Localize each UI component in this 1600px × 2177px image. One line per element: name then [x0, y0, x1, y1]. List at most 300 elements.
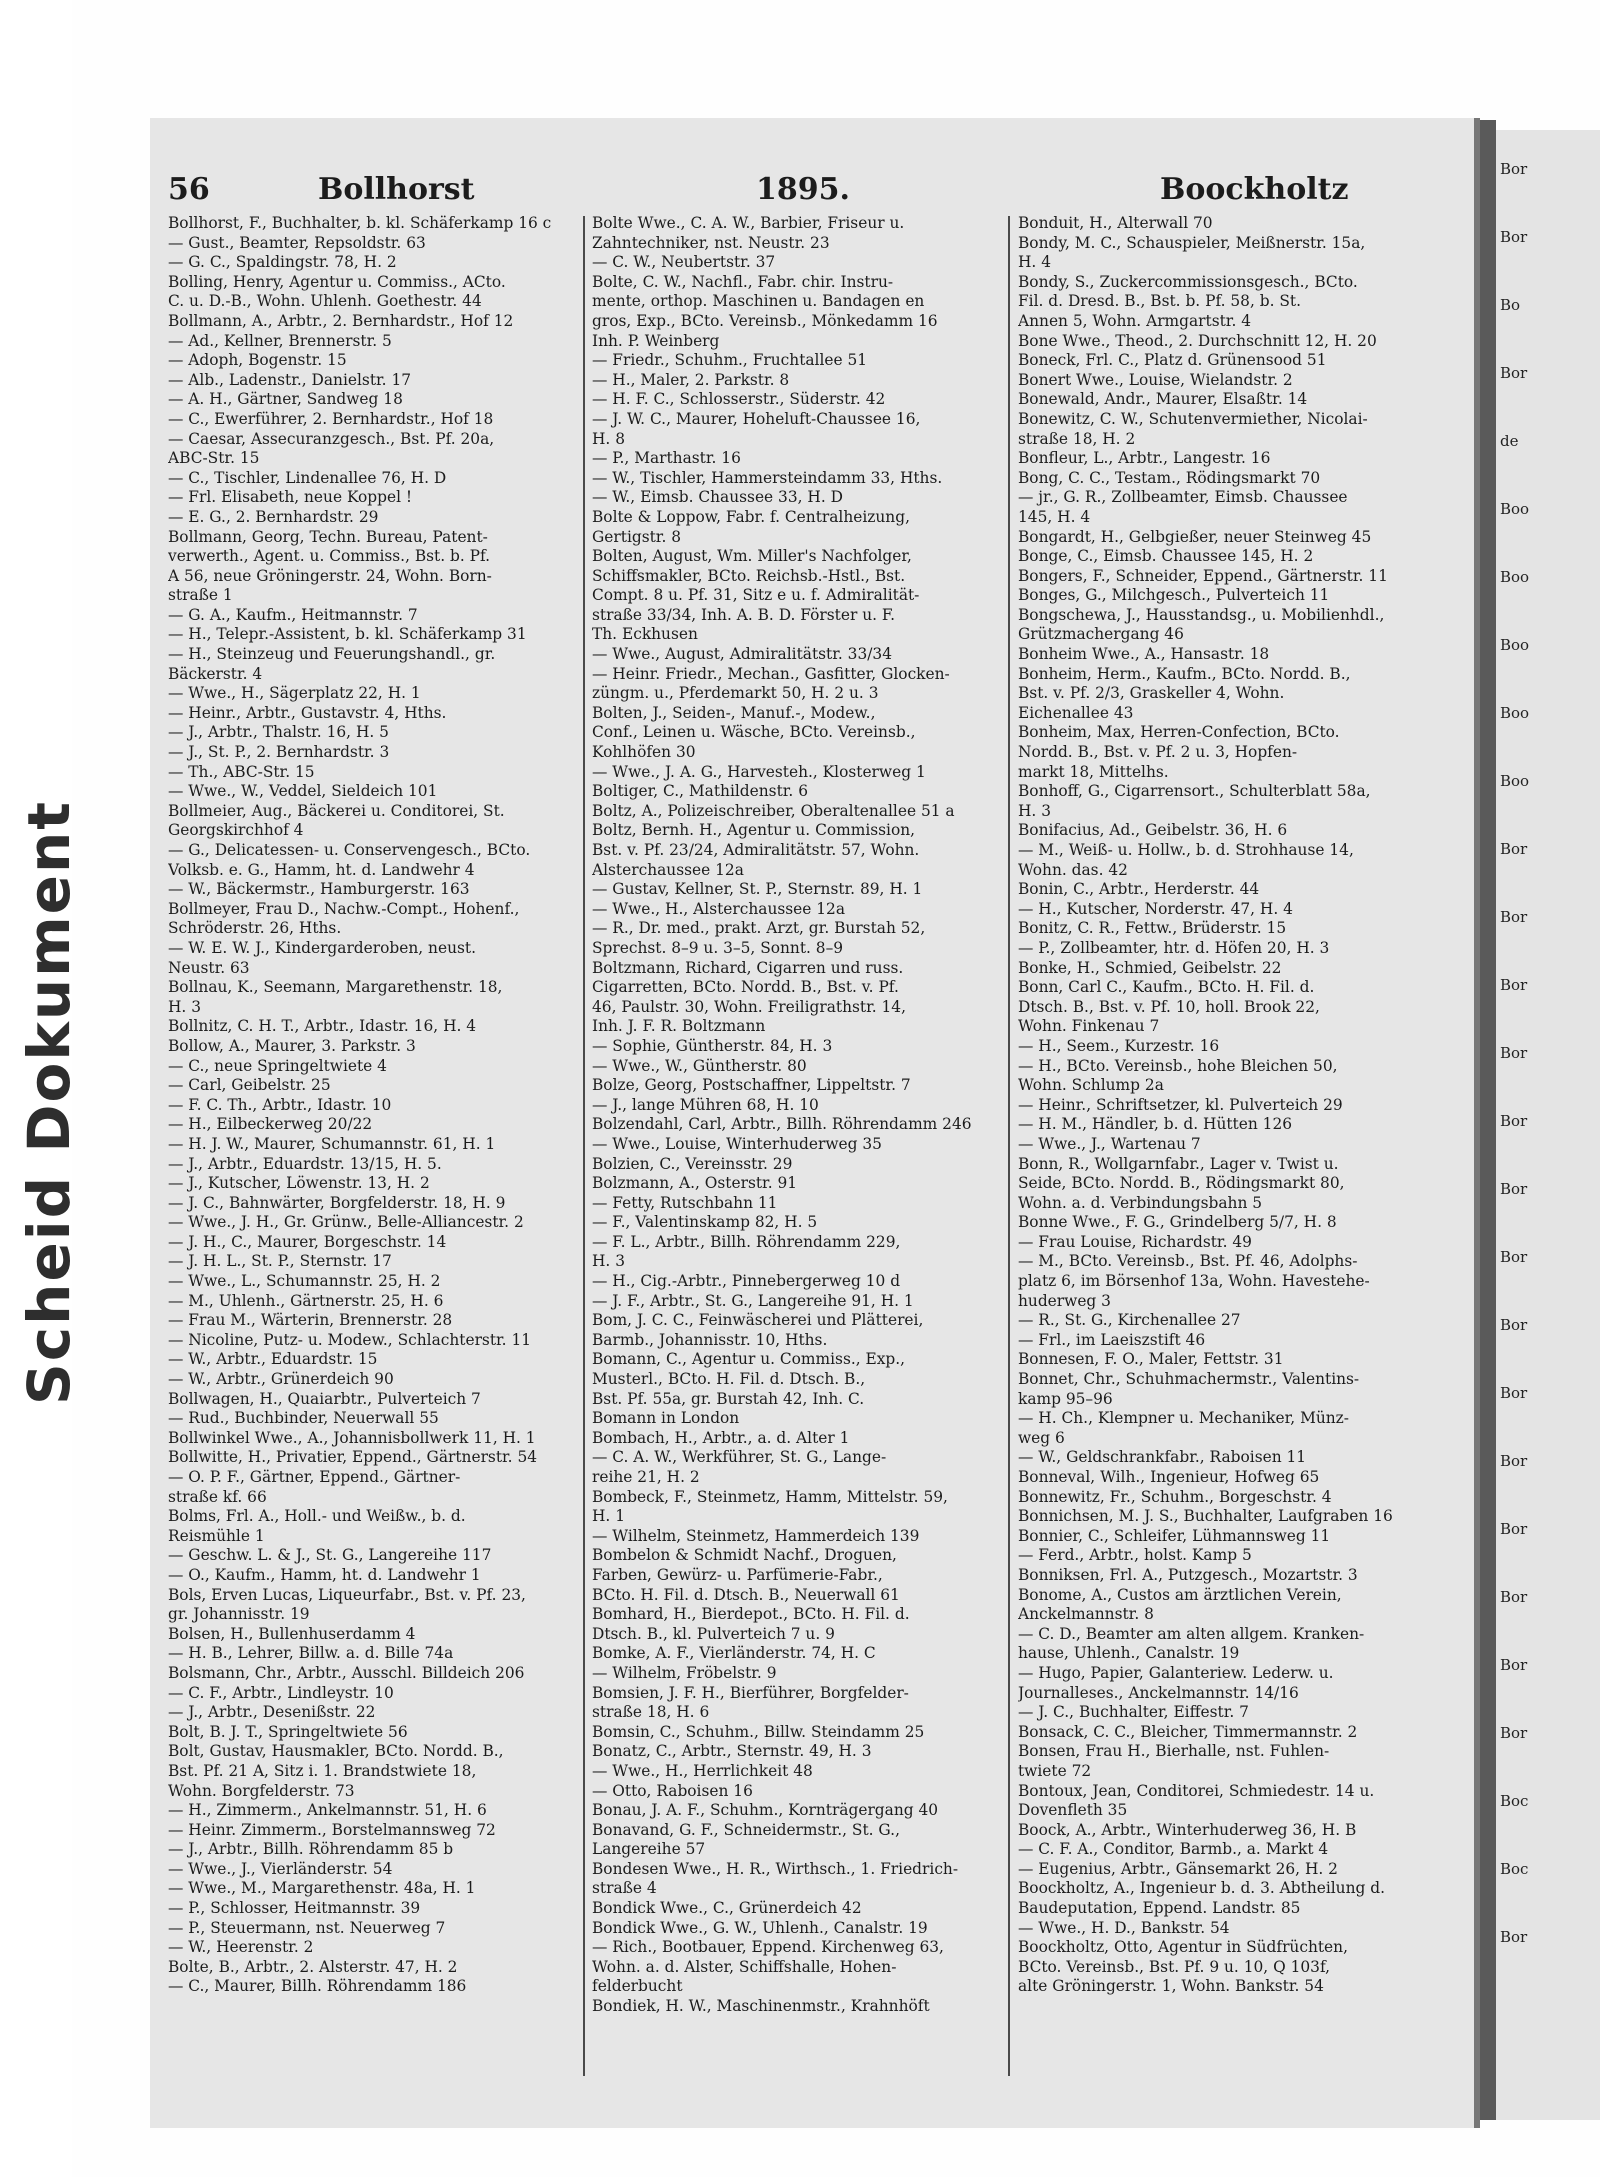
directory-entry-line: — Wwe., J., Vierländerstr. 54: [168, 1859, 393, 1878]
directory-entry-line: Bonewald, Andr., Maurer, Elsaßtr. 14: [1018, 390, 1308, 409]
directory-entry-line: Boockholtz, Otto, Agentur in Südfrüchten,: [1018, 1938, 1348, 1957]
directory-entry-line: — Wwe., H., Alsterchaussee 12a: [592, 899, 846, 918]
directory-entry-line: H. 3: [592, 1252, 625, 1271]
directory-entry-line: — Frau M., Wärterin, Brennerstr. 28: [168, 1311, 453, 1330]
directory-entry-line: platz 6, im Börsenhof 13a, Wohn. Havestehe-: [1018, 1272, 1370, 1291]
next-page-edge: [1496, 130, 1600, 2120]
directory-entry-line: Bong, C. C., Testam., Rödingsmarkt 70: [1018, 468, 1321, 487]
directory-entry-line: Bonke, H., Schmied, Geibelstr. 22: [1018, 958, 1282, 977]
directory-entry-line: — O., Kaufm., Hamm, ht. d. Landwehr 1: [168, 1565, 481, 1584]
next-page-fragment: Boo: [1500, 704, 1530, 722]
directory-entry-line: Wohn. Finkenau 7: [1018, 1017, 1160, 1036]
directory-entry-line: — Caesar, Assecuranzgesch., Bst. Pf. 20a,: [168, 429, 495, 448]
directory-entry-line: Georgskirchhof 4: [168, 821, 304, 840]
directory-entry-line: — W., Heerenstr. 2: [168, 1938, 314, 1957]
directory-entry-line: — Frl., im Laeiszstift 46: [1018, 1330, 1206, 1349]
directory-entry-line: — G., Delicatessen- u. Conservengesch., BCto.: [168, 841, 531, 859]
directory-entry-line: Bolms, Frl. A., Holl.- und Weißw., b. d.: [168, 1507, 466, 1526]
next-page-fragment: Boo: [1500, 500, 1530, 518]
directory-entry-line: Bonitz, C. R., Fettw., Brüderstr. 15: [1018, 919, 1287, 938]
directory-entry-line: — Wwe., H., Sägerplatz 22, H. 1: [168, 684, 421, 703]
directory-entry-line: Bomann in London: [592, 1409, 740, 1428]
directory-entry-line: — H., Kutscher, Norderstr. 47, H. 4: [1018, 899, 1293, 918]
directory-entry-line: Bolsmann, Chr., Arbtr., Ausschl. Billdeich 206: [168, 1663, 525, 1682]
directory-entry-line: H. 3: [1018, 801, 1051, 820]
next-page-fragment: Bor: [1500, 364, 1528, 382]
directory-entry-line: H. 8: [592, 429, 625, 448]
directory-entry-line: Bolten, August, Wm. Miller's Nachfolger,: [592, 547, 912, 566]
next-page-fragment: Bor: [1500, 160, 1528, 178]
directory-entry-line: Boltzmann, Richard, Cigarren und russ.: [592, 958, 904, 977]
directory-entry-line: — Wilhelm, Fröbelstr. 9: [592, 1663, 777, 1682]
directory-entry-line: — Gust., Beamter, Repsoldstr. 63: [168, 233, 426, 252]
directory-entry-line: — H., Maler, 2. Parkstr. 8: [592, 370, 790, 389]
directory-entry-line: — C. W., Neubertstr. 37: [592, 253, 776, 272]
directory-entry-line: — J. H., C., Maurer, Borgeschstr. 14: [168, 1232, 447, 1251]
directory-entry-line: Bondick Wwe., C., Grünerdeich 42: [592, 1899, 862, 1918]
directory-entry-line: Bonge, C., Eimsb. Chaussee 145, H. 2: [1018, 547, 1314, 566]
directory-entry-line: Bonert Wwe., Louise, Wielandstr. 2: [1018, 370, 1293, 389]
directory-entry-line: Bolte, B., Arbtr., 2. Alsterstr. 47, H. 2: [168, 1957, 458, 1976]
directory-entry-line: — C., neue Springeltwiete 4: [168, 1056, 387, 1075]
directory-entry-line: Bongschewa, J., Hausstandsg., u. Mobilienhdl.,: [1018, 605, 1385, 624]
directory-entry-line: Wohn. Schlump 2a: [1018, 1076, 1164, 1095]
directory-entry-line: — R., St. G., Kirchenallee 27: [1018, 1311, 1241, 1330]
directory-entry-line: Bonavand, G. F., Schneidermstr., St. G.,: [592, 1820, 900, 1839]
directory-entry-line: — H., BCto. Vereinsb., hohe Bleichen 50,: [1018, 1056, 1338, 1075]
directory-entry-line: — J., lange Mühren 68, H. 10: [592, 1095, 819, 1114]
directory-entry-line: weg 6: [1018, 1428, 1065, 1447]
next-page-fragment: Bor: [1500, 1248, 1528, 1266]
directory-entry-line: Bongardt, H., Gelbgießer, neuer Steinweg 45: [1018, 527, 1372, 546]
directory-entry-line: — Ad., Kellner, Brennerstr. 5: [168, 331, 392, 350]
directory-entry-line: Bontoux, Jean, Conditorei, Schmiedestr. 14 u.: [1018, 1781, 1375, 1800]
directory-entry-line: Bols, Erven Lucas, Liqueurfabr., Bst. v. Pf. 23,: [168, 1585, 526, 1604]
directory-entry-line: Bollhorst, F., Buchhalter, b. kl. Schäferkamp 16 c: [168, 214, 552, 232]
directory-entry-line: — Eugenius, Arbtr., Gänsemarkt 26, H. 2: [1018, 1859, 1338, 1878]
directory-entry-line: C. u. D.-B., Wohn. Uhlenh. Goethestr. 44: [168, 292, 482, 311]
directory-entry-line: — C. F. A., Conditor, Barmb., a. Markt 4: [1018, 1840, 1329, 1859]
next-page-fragment: Boc: [1500, 1860, 1529, 1878]
next-page-fragment: Bor: [1500, 1928, 1528, 1946]
directory-entry-line: Bonniksen, Frl. A., Putzgesch., Mozartstr. 3: [1018, 1565, 1358, 1584]
directory-entry-line: straße 33/34, Inh. A. B. D. Förster u. F.: [592, 605, 896, 624]
directory-entry-line: straße 18, H. 6: [592, 1703, 710, 1722]
directory-entry-line: Bonneval, Wilh., Ingenieur, Hofweg 65: [1018, 1468, 1320, 1486]
running-head-left: Bollhorst: [318, 172, 475, 207]
directory-entry-line: — Sophie, Güntherstr. 84, H. 3: [592, 1036, 833, 1055]
directory-entry-line: Zahntechniker, nst. Neustr. 23: [592, 233, 830, 252]
directory-entry-line: — M., Uhlenh., Gärtnerstr. 25, H. 6: [168, 1291, 444, 1310]
directory-entry-line: Boltz, A., Polizeischreiber, Oberaltenallee 51 a: [592, 801, 955, 820]
directory-entry-line: Volksb. e. G., Hamm, ht. d. Landwehr 4: [168, 860, 475, 879]
directory-entry-line: Bonsen, Frau H., Bierhalle, nst. Fuhlen-: [1018, 1742, 1330, 1761]
directory-entry-line: Bone Wwe., Theod., 2. Durchschnitt 12, H. 20: [1018, 331, 1377, 350]
directory-entry-line: Inh. P. Weinberg: [592, 331, 720, 350]
directory-entry-line: — H. M., Händler, b. d. Hütten 126: [1018, 1115, 1293, 1134]
directory-entry-line: — H. B., Lehrer, Billw. a. d. Bille 74a: [168, 1644, 454, 1663]
directory-entry-line: — Wwe., J. H., Gr. Grünw., Belle-Alliancestr. 2: [168, 1213, 524, 1232]
directory-entry-line: Annen 5, Wohn. Armgartstr. 4: [1018, 311, 1252, 330]
directory-entry-line: Seide, BCto. Nordd. B., Rödingsmarkt 80,: [1018, 1174, 1345, 1193]
directory-entry-line: Bonduit, H., Alterwall 70: [1018, 214, 1213, 232]
directory-entry-line: Bolte Wwe., C. A. W., Barbier, Friseur u.: [592, 214, 905, 232]
directory-entry-line: Bonheim, Max, Herren-Confection, BCto.: [1018, 723, 1340, 742]
directory-entry-line: — W., Geldschrankfabr., Raboisen 11: [1018, 1448, 1307, 1467]
directory-entry-line: — J. C., Buchhalter, Eiffestr. 7: [1018, 1703, 1249, 1722]
directory-entry-line: H. 3: [168, 997, 201, 1016]
directory-entry-line: — H., Zimmerm., Ankelmannstr. 51, H. 6: [168, 1801, 487, 1820]
directory-entry-line: Bondy, M. C., Schauspieler, Meißnerstr. 15a,: [1018, 233, 1366, 252]
directory-entry-line: — Wwe., M., Margarethenstr. 48a, H. 1: [168, 1879, 476, 1898]
directory-entry-line: Bomke, A. F., Vierländerstr. 74, H. C: [592, 1644, 876, 1663]
next-page-fragment: Boo: [1500, 772, 1530, 790]
next-page-fragment: Bor: [1500, 976, 1528, 994]
directory-entry-line: Conf., Leinen u. Wäsche, BCto. Vereinsb.,: [592, 723, 916, 742]
next-page-fragment: Bor: [1500, 840, 1528, 858]
directory-entry-line: — Heinr., Arbtr., Gustavstr. 4, Hths.: [168, 703, 447, 722]
directory-entry-line: — Th., ABC-Str. 15: [168, 762, 315, 781]
directory-entry-line: kamp 95–96: [1018, 1389, 1113, 1408]
directory-entry-line: Bollnitz, C. H. T., Arbtr., Idastr. 16, H. 4: [168, 1017, 477, 1036]
directory-entry-line: Bonin, C., Arbtr., Herderstr. 44: [1018, 880, 1260, 899]
next-page-fragment: Bor: [1500, 1520, 1528, 1538]
directory-entry-line: Bolsen, H., Bullenhuserdamm 4: [168, 1624, 416, 1643]
directory-entry-line: Bomsin, C., Schuhm., Billw. Steindamm 25: [592, 1722, 925, 1741]
directory-entry-line: — Wwe., J., Wartenau 7: [1018, 1134, 1201, 1153]
book-gutter: [1480, 120, 1496, 2120]
directory-entry-line: — A. H., Gärtner, Sandweg 18: [168, 390, 403, 409]
directory-entry-line: — F. L., Arbtr., Billh. Röhrendamm 229,: [592, 1232, 901, 1251]
directory-entry-line: Bonifacius, Ad., Geibelstr. 36, H. 6: [1018, 821, 1288, 840]
vertical-watermark: Scheid Dokument: [15, 799, 83, 1405]
directory-entry-line: Fil. d. Dresd. B., Bst. b. Pf. 58, b. St.: [1018, 292, 1301, 311]
directory-entry-line: — W. E. W. J., Kindergarderoben, neust.: [168, 938, 476, 957]
directory-entry-line: huderweg 3: [1018, 1291, 1111, 1310]
directory-entry-line: Nordd. B., Bst. v. Pf. 2 u. 3, Hopfen-: [1018, 743, 1298, 762]
directory-entry-line: Bollnau, K., Seemann, Margarethenstr. 18,: [168, 978, 503, 997]
directory-entry-line: verwerth., Agent. u. Commiss., Bst. b. Pf.: [168, 547, 491, 566]
directory-entry-line: Bollmann, Georg, Techn. Bureau, Patent-: [168, 527, 488, 546]
next-page-fragment: Bor: [1500, 1452, 1528, 1470]
directory-entry-line: Kohlhöfen 30: [592, 743, 696, 762]
directory-entry-line: — J., St. P., 2. Bernhardstr. 3: [168, 743, 390, 762]
directory-entry-line: — Heinr. Zimmerm., Borstelmannsweg 72: [168, 1820, 496, 1839]
directory-entry-line: — C., Maurer, Billh. Röhrendamm 186: [168, 1977, 467, 1996]
directory-entry-line: — Nicoline, Putz- u. Modew., Schlachterstr. 11: [168, 1330, 532, 1349]
directory-entry-line: — Wwe., L., Schumannstr. 25, H. 2: [168, 1272, 441, 1291]
directory-entry-line: — H., Telepr.-Assistent, b. kl. Schäferkamp 31: [168, 625, 527, 644]
directory-entry-line: — Hugo, Papier, Galanteriew. Lederw. u.: [1018, 1663, 1334, 1682]
directory-entry-line: Bondy, S., Zuckercommissionsgesch., BCto.: [1018, 272, 1358, 291]
directory-entry-line: — Wwe., H. D., Bankstr. 54: [1018, 1918, 1230, 1937]
directory-entry-line: — J., Arbtr., Billh. Röhrendamm 85 b: [168, 1840, 454, 1859]
directory-entry-line: — F. C. Th., Arbtr., Idastr. 10: [168, 1095, 392, 1114]
directory-entry-line: — Wilhelm, Steinmetz, Hammerdeich 139: [592, 1526, 920, 1545]
directory-entry-line: Bolt, Gustav, Hausmakler, BCto. Nordd. B.,: [168, 1742, 504, 1761]
directory-entry-line: — J. W. C., Maurer, Hoheluft-Chaussee 16,: [592, 409, 921, 428]
directory-entry-line: Bongers, F., Schneider, Eppend., Gärtnerstr. 11: [1018, 566, 1388, 585]
directory-entry-line: — Adoph, Bogenstr. 15: [168, 351, 347, 370]
directory-entry-line: — P., Zollbeamter, htr. d. Höfen 20, H. 3: [1018, 938, 1330, 957]
directory-entry-line: — Alb., Ladenstr., Danielstr. 17: [168, 370, 412, 389]
directory-entry-line: twiete 72: [1018, 1761, 1092, 1780]
directory-entry-line: — G. C., Spaldingstr. 78, H. 2: [168, 253, 397, 272]
page-number: 56: [168, 172, 210, 207]
directory-entry-line: — H., Seem., Kurzestr. 16: [1018, 1036, 1220, 1055]
directory-entry-line: Bst. Pf. 21 A, Sitz i. 1. Brandstwiete 18,: [168, 1761, 477, 1780]
directory-entry-line: — C., Ewerführer, 2. Bernhardstr., Hof 18: [168, 409, 494, 428]
directory-entry-line: Bst. Pf. 55a, gr. Burstah 42, Inh. C.: [592, 1389, 865, 1408]
directory-entry-line: — H. Ch., Klempner u. Mechaniker, Münz-: [1018, 1409, 1349, 1428]
directory-entry-line: — H., Eilbeckerweg 20/22: [168, 1115, 373, 1134]
directory-entry-line: — J., Kutscher, Löwenstr. 13, H. 2: [168, 1174, 430, 1193]
directory-entry-line: Bomsien, J. F. H., Bierführer, Borgfelder-: [592, 1683, 909, 1702]
directory-entry-line: — Wwe., H., Herrlichkeit 48: [592, 1761, 813, 1780]
directory-entry-line: H. 1: [592, 1507, 625, 1526]
directory-entry-line: markt 18, Mittelhs.: [1018, 762, 1169, 781]
directory-entry-line: — Wwe., Louise, Winterhuderweg 35: [592, 1134, 882, 1153]
directory-entry-line: Bonfleur, L., Arbtr., Langestr. 16: [1018, 449, 1271, 468]
directory-entry-line: — Heinr., Schriftsetzer, kl. Pulverteich 29: [1018, 1095, 1343, 1114]
next-page-fragment: Bor: [1500, 1044, 1528, 1062]
next-page-fragment: Bor: [1500, 1180, 1528, 1198]
directory-entry-line: Bonnewitz, Fr., Schuhm., Borgeschstr. 4: [1018, 1487, 1332, 1506]
next-page-fragment: Boo: [1500, 636, 1530, 654]
next-page-fragment: Bo: [1500, 296, 1521, 314]
directory-entry-line: — Carl, Geibelstr. 25: [168, 1076, 331, 1095]
directory-entry-line: — P., Marthastr. 16: [592, 449, 741, 468]
directory-entry-line: — J., Arbtr., Thalstr. 16, H. 5: [168, 723, 389, 742]
directory-entry-line: Bonau, J. A. F., Schuhm., Kornträgergang 40: [592, 1801, 939, 1820]
directory-entry-line: — Wwe., J. A. G., Harvesteh., Klosterweg 1: [592, 762, 926, 781]
directory-entry-line: — H. J. W., Maurer, Schumannstr. 61, H. 1: [168, 1134, 496, 1153]
directory-entry-line: gr. Johannisstr. 19: [168, 1605, 310, 1624]
directory-entry-line: — C. F., Arbtr., Lindleystr. 10: [168, 1683, 394, 1702]
directory-entry-line: — Otto, Raboisen 16: [592, 1781, 753, 1800]
directory-entry-line: — F., Valentinskamp 82, H. 5: [592, 1213, 818, 1232]
directory-entry-line: Bombach, H., Arbtr., a. d. Alter 1: [592, 1428, 850, 1447]
directory-entry-line: Bolt, B. J. T., Springeltwiete 56: [168, 1722, 408, 1741]
directory-entry-line: Cigarretten, BCto. Nordd. B., Bst. v. Pf.: [592, 978, 899, 997]
directory-column-3: [1018, 214, 1466, 2104]
directory-entry-line: — Fetty, Rutschbahn 11: [592, 1193, 778, 1212]
directory-entry-line: Bollmann, A., Arbtr., 2. Bernhardstr., Hof 12: [168, 311, 514, 330]
directory-entry-line: alte Gröningerstr. 1, Wohn. Bankstr. 54: [1018, 1977, 1324, 1996]
directory-entry-line: — C. A. W., Werkführer, St. G., Lange-: [592, 1448, 887, 1467]
directory-entry-line: Bolte, C. W., Nachfl., Fabr. chir. Instru-: [592, 272, 894, 291]
directory-entry-line: — J., Arbtr., Eduardstr. 13/15, H. 5.: [168, 1154, 442, 1173]
directory-entry-line: Dovenfleth 35: [1018, 1801, 1128, 1820]
directory-entry-line: Bolze, Georg, Postschaffner, Lippeltstr. 7: [592, 1076, 911, 1095]
directory-entry-line: felderbucht: [592, 1977, 683, 1996]
directory-entry-line: Bonnet, Chr., Schuhmachermstr., Valentins-: [1018, 1370, 1360, 1389]
directory-entry-line: — Wwe., August, Admiralitätstr. 33/34: [592, 645, 893, 664]
directory-entry-line: — H., Cig.-Arbtr., Pinnebergerweg 10 d: [592, 1272, 901, 1291]
directory-entry-line: straße 1: [168, 586, 233, 605]
directory-entry-line: Boltiger, C., Mathildenstr. 6: [592, 782, 808, 801]
directory-entry-line: — P., Schlosser, Heitmannstr. 39: [168, 1899, 421, 1918]
directory-entry-line: — E. G., 2. Bernhardstr. 29: [168, 507, 379, 526]
directory-entry-line: BCto. H. Fil. d. Dtsch. B., Neuerwall 61: [592, 1585, 900, 1604]
next-page-fragment: Bor: [1500, 1316, 1528, 1334]
directory-entry-line: züngm. u., Pferdemarkt 50, H. 2 u. 3: [592, 684, 879, 703]
directory-entry-line: gros, Exp., BCto. Vereinsb., Mönkedamm 16: [592, 311, 938, 330]
directory-entry-line: Wohn. das. 42: [1018, 860, 1128, 879]
next-page-fragment: Bor: [1500, 908, 1528, 926]
directory-entry-line: Bonnier, C., Schleifer, Lühmannsweg 11: [1018, 1526, 1331, 1545]
directory-entry-line: reihe 21, H. 2: [592, 1468, 700, 1486]
directory-entry-line: Gertigstr. 8: [592, 527, 682, 546]
directory-entry-line: — C., Tischler, Lindenallee 76, H. D: [168, 468, 447, 487]
directory-entry-line: Bst. v. Pf. 2/3, Graskeller 4, Wohn.: [1018, 684, 1285, 703]
column-divider: [1008, 216, 1010, 2076]
directory-entry-line: Bonatz, C., Arbtr., Sternstr. 49, H. 3: [592, 1742, 872, 1761]
next-page-fragment: Boo: [1500, 568, 1530, 586]
directory-entry-line: ABC-Str. 15: [168, 449, 260, 468]
directory-entry-line: Bollmeyer, Frau D., Nachw.-Compt., Hohenf.,: [168, 899, 520, 918]
directory-entry-line: Barmb., Johannisstr. 10, Hths.: [592, 1330, 828, 1349]
directory-entry-line: — jr., G. R., Zollbeamter, Eimsb. Chaussee: [1018, 488, 1348, 507]
directory-entry-line: Wohn. a. d. Alster, Schiffshalle, Hohen-: [592, 1957, 897, 1976]
running-head-right: Boockholtz: [1160, 172, 1349, 207]
directory-entry-line: — W., Bäckermstr., Hamburgerstr. 163: [168, 880, 470, 899]
next-page-fragment: Bor: [1500, 1724, 1528, 1742]
directory-entry-line: Bombeck, F., Steinmetz, Hamm, Mittelstr. 59,: [592, 1487, 948, 1506]
directory-entry-line: Bonn, Carl C., Kaufm., BCto. H. Fil. d.: [1018, 978, 1315, 997]
directory-entry-line: mente, orthop. Maschinen u. Bandagen en: [592, 292, 925, 311]
directory-entry-line: Bolzien, C., Vereinsstr. 29: [592, 1154, 793, 1173]
directory-entry-line: Bonsack, C. C., Bleicher, Timmermannstr. 2: [1018, 1722, 1358, 1741]
directory-entry-line: Boneck, Frl. C., Platz d. Grünensood 51: [1018, 351, 1327, 370]
directory-entry-line: Neustr. 63: [168, 958, 250, 977]
directory-entry-line: Th. Eckhusen: [592, 625, 698, 644]
directory-entry-line: — G. A., Kaufm., Heitmannstr. 7: [168, 605, 418, 624]
directory-entry-line: Dtsch. B., Bst. v. Pf. 10, holl. Brook 22,: [1018, 997, 1320, 1016]
directory-entry-line: Bonhoff, G., Cigarrensort., Schulterblatt 58a,: [1018, 782, 1371, 801]
directory-entry-line: Bom, J. C. C., Feinwäscherei und Plätterei,: [592, 1311, 924, 1330]
directory-entry-line: Inh. J. F. R. Boltzmann: [592, 1017, 766, 1036]
directory-entry-line: Bonheim, Herm., Kaufm., BCto. Nordd. B.,: [1018, 664, 1351, 683]
next-page-fragment: Bor: [1500, 1656, 1528, 1674]
directory-entry-line: Bolzendahl, Carl, Arbtr., Billh. Röhrendamm 246: [592, 1115, 972, 1134]
directory-entry-line: Dtsch. B., kl. Pulverteich 7 u. 9: [592, 1624, 835, 1643]
directory-entry-line: Bollwinkel Wwe., A., Johannisbollwerk 11, H. 1: [168, 1428, 536, 1447]
directory-entry-line: Bonne Wwe., F. G., Grindelberg 5/7, H. 8: [1018, 1213, 1337, 1232]
directory-entry-line: straße kf. 66: [168, 1487, 267, 1506]
directory-entry-line: Bäckerstr. 4: [168, 664, 263, 683]
directory-entry-line: — W., Arbtr., Eduardstr. 15: [168, 1350, 378, 1369]
next-page-fragment: Bor: [1500, 1112, 1528, 1130]
directory-entry-line: — R., Dr. med., prakt. Arzt, gr. Burstah 52,: [592, 919, 926, 938]
directory-entry-line: Bollmeier, Aug., Bäckerei u. Conditorei, St.: [168, 801, 505, 820]
directory-entry-line: — Ferd., Arbtr., holst. Kamp 5: [1018, 1546, 1252, 1565]
directory-entry-line: — J. C., Bahnwärter, Borgfelderstr. 18, H. 9: [168, 1193, 506, 1212]
directory-entry-line: 46, Paulstr. 30, Wohn. Freiligrathstr. 14,: [592, 997, 906, 1016]
directory-entry-line: Bondick Wwe., G. W., Uhlenh., Canalstr. 19: [592, 1918, 928, 1937]
directory-entry-line: Bonges, G., Milchgesch., Pulverteich 11: [1018, 586, 1330, 605]
next-page-fragment: de: [1500, 432, 1519, 450]
directory-entry-line: Alsterchaussee 12a: [592, 860, 744, 879]
directory-entry-line: — Friedr., Schuhm., Fruchtallee 51: [592, 351, 868, 370]
directory-entry-line: A 56, neue Gröningerstr. 24, Wohn. Born-: [168, 566, 492, 585]
directory-entry-line: Bonome, A., Custos am ärztlichen Verein,: [1018, 1585, 1342, 1604]
directory-column-1: [168, 214, 578, 2104]
directory-entry-line: — Gustav, Kellner, St. P., Sternstr. 89, H. 1: [592, 880, 923, 899]
directory-entry-line: Bolling, Henry, Agentur u. Commiss., ACto.: [168, 272, 506, 291]
directory-entry-line: — Wwe., W., Güntherstr. 80: [592, 1056, 807, 1075]
directory-entry-line: Boltz, Bernh. H., Agentur u. Commission,: [592, 821, 916, 840]
directory-entry-line: Boock, A., Arbtr., Winterhuderweg 36, H. B: [1018, 1820, 1357, 1839]
next-page-fragment: Bor: [1500, 1588, 1528, 1606]
directory-entry-line: Musterl., BCto. H. Fil. d. Dtsch. B.,: [592, 1370, 866, 1389]
directory-entry-line: Bolzmann, A., Osterstr. 91: [592, 1174, 798, 1193]
directory-entry-line: — J., Arbtr., Desenißstr. 22: [168, 1703, 376, 1722]
directory-entry-line: Bollwagen, H., Quaiarbtr., Pulverteich 7: [168, 1389, 481, 1408]
directory-entry-line: — H., Steinzeug und Feuerungshandl., gr.: [168, 645, 496, 664]
directory-entry-line: Bonewitz, C. W., Schutenvermiether, Nicolai-: [1018, 409, 1368, 428]
directory-entry-line: H. 4: [1018, 253, 1051, 272]
directory-entry-line: Bombelon & Schmidt Nachf., Droguen,: [592, 1546, 897, 1565]
directory-entry-line: Journalleses., Anckelmannstr. 14/16: [1018, 1683, 1299, 1702]
directory-entry-line: Reismühle 1: [168, 1526, 265, 1545]
directory-entry-line: Bollow, A., Maurer, 3. Parkstr. 3: [168, 1036, 416, 1055]
directory-entry-line: Bonheim Wwe., A., Hansastr. 18: [1018, 645, 1270, 664]
directory-entry-line: Bondiek, H. W., Maschinenmstr., Krahnhöft: [592, 1997, 930, 2016]
directory-entry-line: Baudeputation, Eppend. Landstr. 85: [1018, 1899, 1301, 1918]
next-page-fragment: Boc: [1500, 1792, 1529, 1810]
next-page-fragment: Bor: [1500, 1384, 1528, 1402]
directory-entry-line: Bonnesen, F. O., Maler, Fettstr. 31: [1018, 1350, 1284, 1369]
directory-entry-line: — M., BCto. Vereinsb., Bst. Pf. 46, Adolphs-: [1018, 1252, 1358, 1271]
directory-entry-line: Grützmachergang 46: [1018, 625, 1184, 644]
directory-entry-line: Bonnichsen, M. J. S., Buchhalter, Laufgraben 16: [1018, 1507, 1393, 1526]
directory-entry-line: straße 18, H. 2: [1018, 429, 1136, 448]
column-divider: [583, 216, 585, 2076]
directory-entry-line: Bonn, R., Wollgarnfabr., Lager v. Twist u.: [1018, 1154, 1339, 1173]
directory-entry-line: — J. F., Arbtr., St. G., Langereihe 91, H. 1: [592, 1291, 914, 1310]
directory-column-2: [592, 214, 1002, 2104]
directory-entry-line: BCto. Vereinsb., Bst. Pf. 9 u. 10, Q 103f,: [1018, 1957, 1331, 1976]
directory-entry-line: — H. F. C., Schlosserstr., Süderstr. 42: [592, 390, 886, 409]
directory-entry-line: — P., Steuermann, nst. Neuerweg 7: [168, 1918, 446, 1937]
directory-entry-line: Farben, Gewürz- u. Parfümerie-Fabr.,: [592, 1565, 883, 1584]
directory-entry-line: — Wwe., W., Veddel, Sieldeich 101: [168, 782, 438, 801]
directory-entry-line: Bondesen Wwe., H. R., Wirthsch., 1. Friedrich-: [592, 1859, 959, 1878]
directory-entry-line: Bolte & Loppow, Fabr. f. Centralheizung,: [592, 507, 910, 526]
directory-entry-line: Bomann, C., Agentur u. Commiss., Exp.,: [592, 1350, 906, 1369]
directory-entry-line: Bomhard, H., Bierdepot., BCto. H. Fil. d.: [592, 1605, 910, 1624]
directory-entry-line: Wohn. Borgfelderstr. 73: [168, 1781, 355, 1800]
directory-entry-line: 145, H. 4: [1018, 507, 1091, 526]
directory-entry-line: Boockholtz, A., Ingenieur b. d. 3. Abtheilung d.: [1018, 1879, 1385, 1898]
directory-entry-line: Bollwitte, H., Privatier, Eppend., Gärtnerstr. 54: [168, 1448, 538, 1467]
directory-entry-line: Bst. v. Pf. 23/24, Admiralitätstr. 57, Wohn.: [592, 841, 920, 859]
directory-entry-line: — C. D., Beamter am alten allgem. Kranken-: [1018, 1624, 1365, 1643]
directory-entry-line: — Rich., Bootbauer, Eppend. Kirchenweg 63,: [592, 1938, 944, 1957]
directory-entry-line: Schröderstr. 26, Hths.: [168, 919, 342, 938]
directory-entry-line: — J. H. L., St. P., Sternstr. 17: [168, 1252, 392, 1271]
directory-entry-line: Schiffsmakler, BCto. Reichsb.-Hstl., Bst.: [592, 566, 906, 585]
directory-entry-line: Compt. 8 u. Pf. 31, Sitz e u. f. Admiralität-: [592, 586, 920, 605]
directory-entry-line: Bolten, J., Seiden-, Manuf.-, Modew.,: [592, 703, 876, 722]
next-page-fragment: Bor: [1500, 228, 1528, 246]
directory-entry-line: Eichenallee 43: [1018, 703, 1134, 722]
directory-entry-line: — Geschw. L. & J., St. G., Langereihe 117: [168, 1546, 492, 1565]
directory-entry-line: — Rud., Buchbinder, Neuerwall 55: [168, 1409, 439, 1428]
directory-entry-line: — Frl. Elisabeth, neue Koppel !: [168, 488, 413, 507]
directory-entry-line: — Heinr. Friedr., Mechan., Gasfitter, Glocken-: [592, 664, 950, 683]
